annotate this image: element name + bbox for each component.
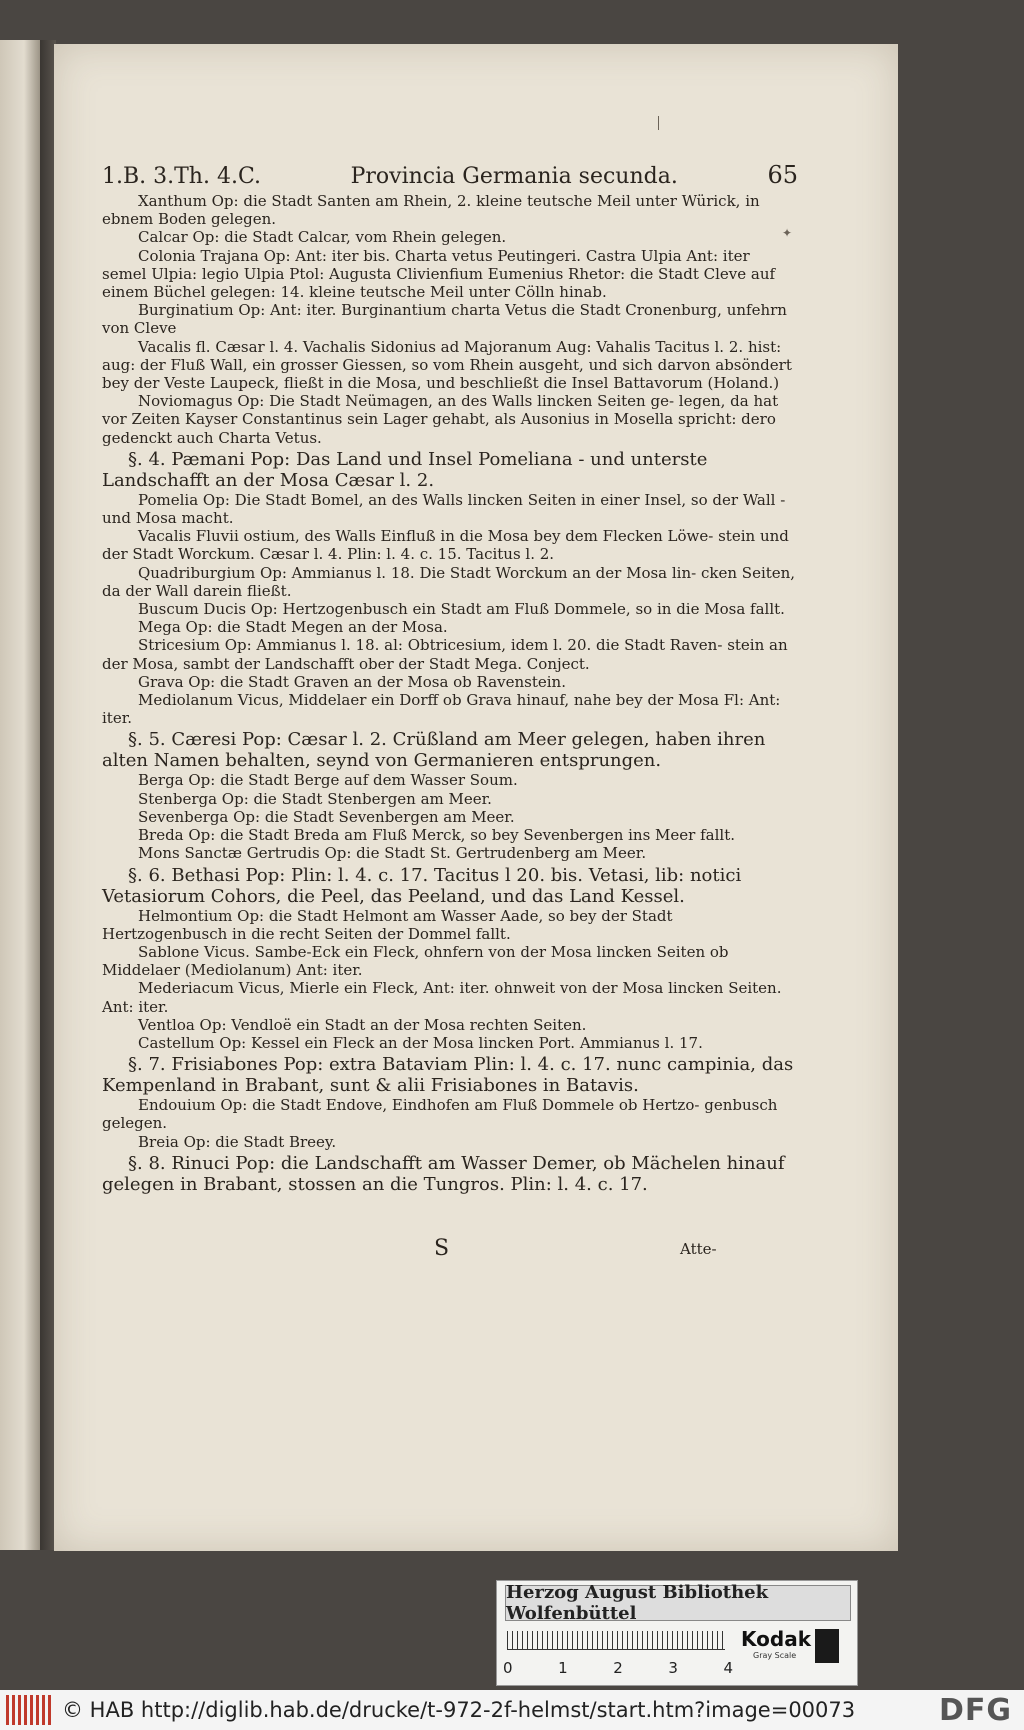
place-entry bbox=[102, 491, 798, 527]
place-entry bbox=[102, 564, 798, 600]
entry-lead: §. 6. Bethasi Pop: Plin: l. 4. c. 17. Tacitus l 20. bis. Vetasi, lib: notici bbox=[128, 864, 742, 886]
entry-continuation: das Kempenland in Brabant, sunt & alii Frisiabones in Batavis. bbox=[102, 1054, 794, 1097]
entry-lead: Sablone Vicus. Sambe-Eck ein Fleck, ohnfern von der Mosa lincken Seiten ob bbox=[138, 942, 729, 961]
entry-continuation: genbusch gelegen. bbox=[102, 1096, 778, 1133]
place-entry bbox=[102, 247, 798, 302]
catchword: Atte- bbox=[680, 1240, 717, 1258]
entry-lead: Breia Op: die Stadt Breey. bbox=[138, 1132, 337, 1151]
entry-lead: Stenberga Op: die Stadt Stenbergen am Meer. bbox=[138, 789, 492, 808]
place-entry bbox=[102, 808, 798, 826]
place-entry bbox=[102, 673, 798, 691]
place-entry bbox=[102, 1133, 798, 1151]
entry-continuation: legen, da hat vor Zeiten Kayser Constantinus sein Lager gehabt, als Ausonius in Mosella spricht: dero gedenckt auch Charta Vetus. bbox=[102, 392, 779, 447]
entry-lead: Xanthum Op: die Stadt Santen am Rhein, 2. kleine teutsche Meil unter bbox=[138, 192, 677, 210]
entry-continuation: stein an der Mosa, sambt der Landschafft ober der Stadt Mega. Conject. bbox=[102, 636, 788, 673]
section-entry bbox=[102, 729, 798, 771]
entry-lead: §. 5. Cæresi Pop: Cæsar l. 2. Crüßland am Meer gelegen, haben bbox=[128, 729, 712, 751]
place-entry bbox=[102, 907, 798, 943]
entry-continuation: Mosa Fl: Ant: iter. bbox=[102, 691, 781, 728]
running-header bbox=[102, 162, 798, 190]
library-label: Herzog August Bibliothek Wolfenbüttel bbox=[505, 1585, 851, 1621]
place-entry bbox=[102, 979, 798, 1015]
entry-lead: Burginatium Op: Ant: iter. Burginantium charta Vetus die Stadt Cronenburg, bbox=[138, 301, 722, 320]
dfg-logo: DFG bbox=[938, 1692, 1012, 1728]
entry-continuation: ihren alten Namen behalten, seynd von Germanieren entsprungen. bbox=[102, 729, 766, 772]
entry-continuation: Würick, in ebnem Boden gelegen. bbox=[102, 192, 760, 229]
entry-lead: Vacalis Fluvii ostium, des Walls Einfluß in die Mosa bey dem Flecken Löwe- bbox=[138, 527, 714, 546]
ruler-number: 4 bbox=[723, 1659, 733, 1677]
entry-lead: Quadriburgium Op: Ammianus l. 18. Die Stadt Worckum an der Mosa lin- bbox=[138, 563, 697, 582]
entry-lead: Calcar Op: die Stadt Calcar, vom Rhein gelegen. bbox=[138, 228, 507, 247]
entry-continuation: cken Seiten, da der Wall darein fließt. bbox=[102, 563, 796, 600]
section-entry bbox=[102, 1054, 798, 1096]
place-entry bbox=[102, 392, 798, 447]
place-entry bbox=[102, 1034, 798, 1052]
ruler-numbers bbox=[503, 1659, 733, 1677]
entry-lead: Castellum Op: Kessel ein Fleck an der Mosa lincken Port. Ammianus l. 17. bbox=[138, 1033, 703, 1052]
place-entry bbox=[102, 1016, 798, 1034]
ruler-number: 0 bbox=[503, 1659, 513, 1677]
entry-continuation: Middelaer (Mediolanum) Ant: iter. bbox=[102, 961, 363, 980]
place-entry bbox=[102, 192, 798, 228]
place-entry bbox=[102, 618, 798, 636]
entry-continuation: Hertzogenbusch in die recht Seiten der Dommel fallt. bbox=[102, 924, 511, 943]
entry-lead: Pomelia Op: Die Stadt Bomel, an des Walls lincken Seiten in einer Insel, bbox=[138, 490, 687, 509]
ruler-number: 2 bbox=[613, 1659, 623, 1677]
entry-continuation: Seiten. Ant: iter. bbox=[102, 979, 782, 1016]
header-title: Provincia Germania secunda. bbox=[350, 164, 678, 189]
entry-lead: §. 8. Rinuci Pop: die Landschafft am Wasser Demer, ob Mächelen bbox=[128, 1152, 721, 1174]
page-text bbox=[102, 162, 798, 1195]
footer-link[interactable]: © HAB http://diglib.hab.de/drucke/t-972-2f-helmst/start.htm?image=00073 bbox=[62, 1698, 856, 1722]
entry-continuation: unfehrn von Cleve bbox=[102, 301, 787, 338]
entry-continuation: so der Wall - und Mosa macht. bbox=[102, 490, 786, 528]
book-page bbox=[54, 44, 898, 1551]
place-entry bbox=[102, 527, 798, 563]
page-number: 65 bbox=[767, 161, 798, 189]
place-entry bbox=[102, 600, 798, 618]
entry-lead: Sevenberga Op: die Stadt Sevenbergen am Meer. bbox=[138, 807, 515, 826]
footer-bar bbox=[0, 1690, 1024, 1730]
entry-lead: Noviomagus Op: Die Stadt Neümagen, an des Walls lincken Seiten ge- bbox=[138, 392, 675, 411]
entry-lead: §. 7. Frisiabones Pop: extra Bataviam Plin: l. 4. c. 17. nunc campinia, bbox=[128, 1054, 756, 1076]
entry-continuation: Vetasiorum Cohors, die Peel, das Peeland, und das Land Kessel. bbox=[102, 885, 685, 907]
header-signature: 1.B. 3.Th. 4.C. bbox=[102, 164, 261, 189]
entry-lead: Stricesium Op: Ammianus l. 18. al: Obtricesium, idem l. 20. die Stadt Raven- bbox=[138, 636, 723, 655]
entry-lead: Mons Sanctæ Gertrudis Op: die Stadt St. Gertrudenberg am Meer. bbox=[138, 844, 647, 863]
entry-lead: Breda Op: die Stadt Breda am Fluß Merck, so bey Sevenbergen ins Meer bbox=[138, 826, 696, 845]
entry-continuation: fallt. bbox=[700, 826, 736, 845]
color-target bbox=[496, 1580, 858, 1686]
left-page-edge bbox=[0, 40, 40, 1550]
section-entry bbox=[102, 449, 798, 491]
entry-lead: Grava Op: die Stadt Graven an der Mosa ob Ravenstein. bbox=[138, 672, 566, 691]
entry-continuation: iter semel Ulpia: legio Ulpia Ptol: Augusta Clivienfium Eumenius Rhetor: die Stadt Cleve auf einem Büchel gelegen: 14. kleine teutsche Meil unter Cölln hinab. bbox=[102, 246, 776, 302]
barcode-icon bbox=[6, 1695, 52, 1725]
place-entry bbox=[102, 691, 798, 727]
gray-scale-label: Gray Scale bbox=[753, 1651, 797, 1660]
entry-lead: Endouium Op: die Stadt Endove, Eindhofen am Fluß Dommele ob Hertzo- bbox=[138, 1096, 700, 1115]
black-swatch bbox=[815, 1629, 839, 1663]
entry-continuation: hinauf gelegen in Brabant, stossen an die Tungros. Plin: l. 4. c. 17. bbox=[102, 1152, 785, 1195]
page-speck: ✦ bbox=[782, 226, 793, 240]
entry-continuation: stein und der Stadt Worckum. Cæsar l. 4. Plin: l. 4. c. 15. Tacitus l. 2. bbox=[102, 527, 789, 564]
entry-lead: Mega Op: die Stadt Megen an der Mosa. bbox=[138, 618, 448, 637]
entry-lead: §. 4. Pæmani Pop: Das Land und Insel Pomeliana - und unterste bbox=[128, 448, 708, 470]
entry-lead: Mediolanum Vicus, Middelaer ein Dorff ob Grava hinauf, nahe bey der bbox=[138, 691, 674, 710]
place-entry bbox=[102, 771, 798, 789]
place-entry bbox=[102, 301, 798, 337]
ruler-scale bbox=[507, 1631, 725, 1650]
entry-lead: Mederiacum Vicus, Mierle ein Fleck, Ant: iter. ohnweit von der Mosa lincken bbox=[138, 979, 724, 998]
place-entry bbox=[102, 338, 798, 393]
entry-lead: Helmontium Op: die Stadt Helmont am Wasser Aade, so bey der Stadt bbox=[138, 906, 673, 925]
place-entry bbox=[102, 844, 798, 862]
entry-lead: Berga Op: die Stadt Berge auf dem Wasser Soum. bbox=[138, 771, 518, 790]
ruler-number: 3 bbox=[668, 1659, 678, 1677]
place-entry bbox=[102, 790, 798, 808]
place-entry bbox=[102, 1096, 798, 1132]
signature-mark: S bbox=[434, 1236, 450, 1261]
kodak-logo: Kodak bbox=[741, 1627, 811, 1651]
entry-lead: Vacalis fl. Cæsar l. 4. Vachalis Sidonius ad Majoranum Aug: Vahalis Tacitus l. 2. bbox=[138, 337, 744, 356]
entry-list bbox=[102, 192, 798, 1195]
place-entry bbox=[102, 636, 798, 672]
section-entry bbox=[102, 1153, 798, 1195]
entry-continuation: hist: aug: der Fluß Wall, ein grosser Giessen, so vom Rhein ausgeht, und sich darvon absöndert bey der Veste Laupeck, fließt in die Mosa, und beschließt die Insel Battavorum (Holand.) bbox=[102, 337, 792, 393]
page-mark bbox=[658, 116, 659, 130]
place-entry bbox=[102, 826, 798, 844]
entry-lead: Colonia Trajana Op: Ant: iter bis. Charta vetus Peutingeri. Castra Ulpia Ant: bbox=[138, 246, 718, 265]
entry-lead: Buscum Ducis Op: Hertzogenbusch ein Stadt am Fluß Dommele, so in bbox=[138, 600, 672, 619]
entry-lead: Ventloa Op: Vendloë ein Stadt an der Mosa rechten Seiten. bbox=[138, 1015, 587, 1034]
place-entry bbox=[102, 228, 798, 246]
section-entry bbox=[102, 865, 798, 907]
entry-continuation: die Mosa fallt. bbox=[676, 600, 785, 619]
place-entry bbox=[102, 943, 798, 979]
ruler-number: 1 bbox=[558, 1659, 568, 1677]
entry-continuation: Landschafft an der Mosa Cæsar l. 2. bbox=[102, 469, 435, 491]
